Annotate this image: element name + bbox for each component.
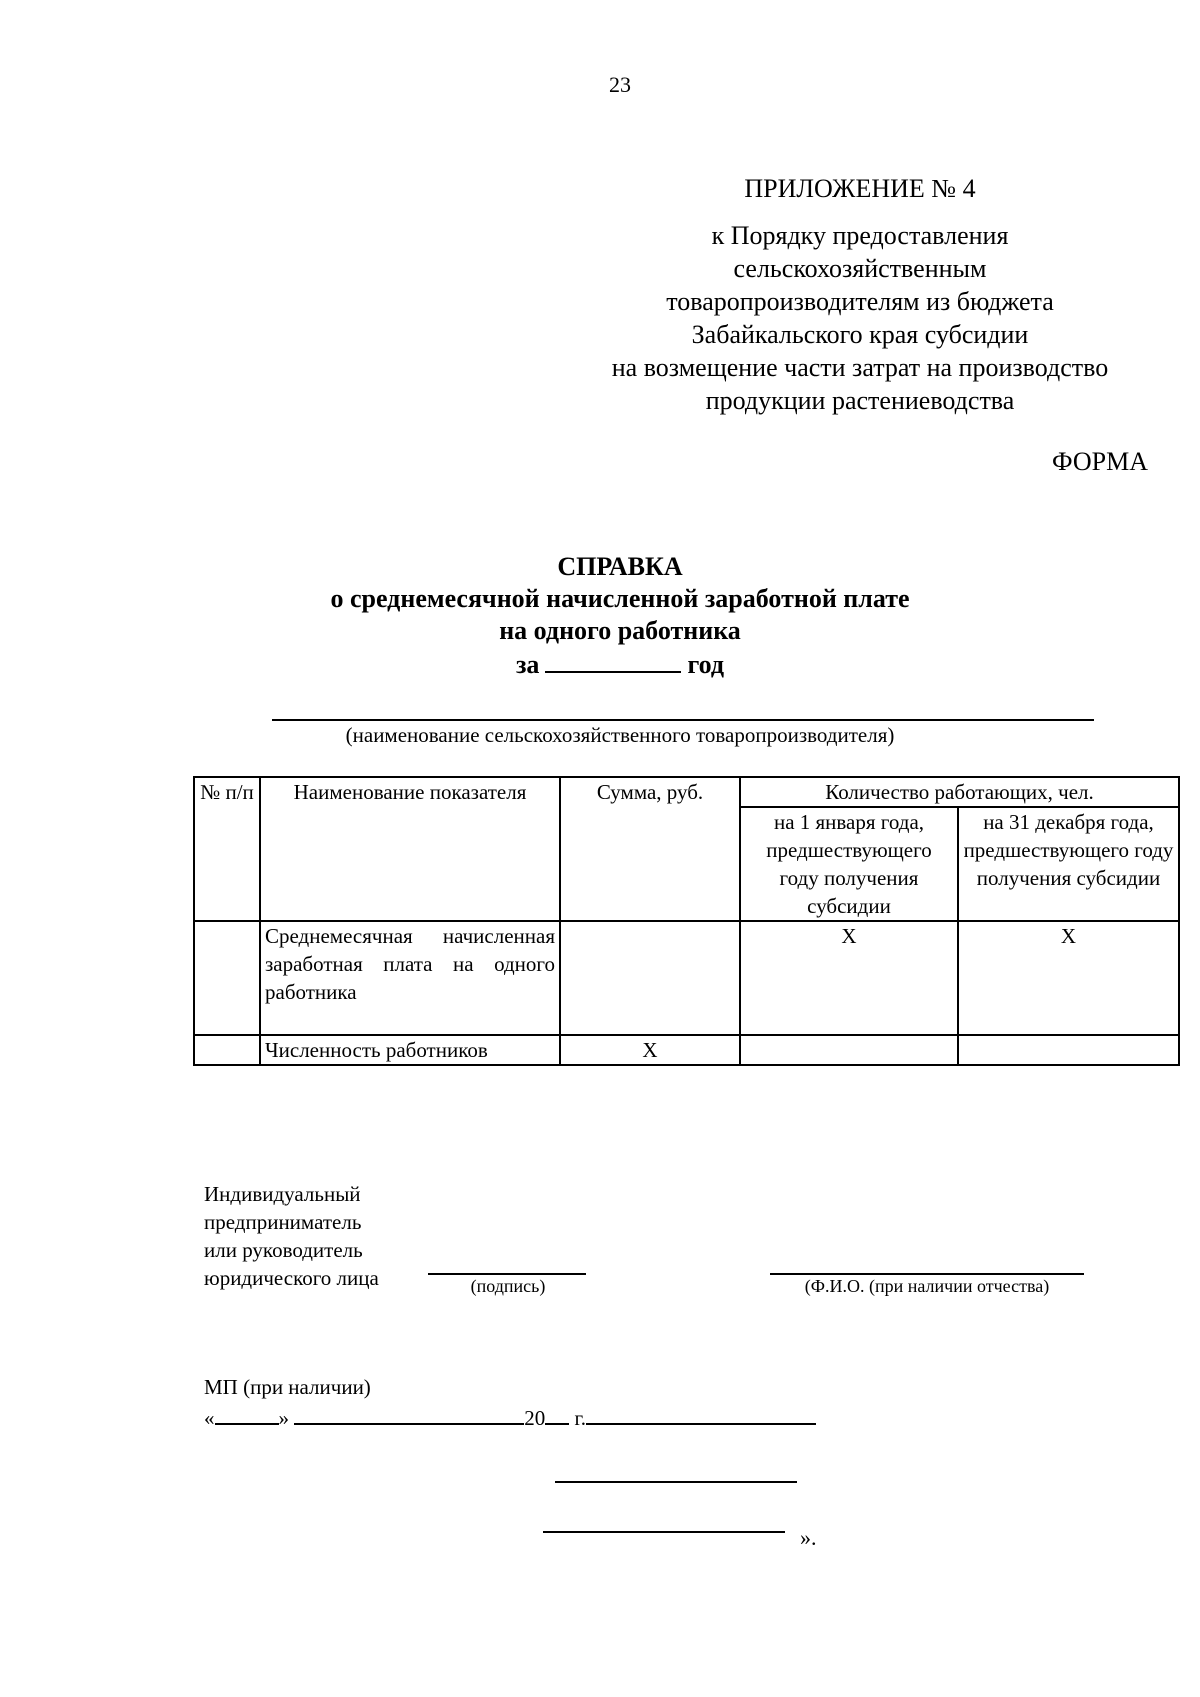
row-indicator-cell — [260, 921, 560, 1035]
header-number: № п/п — [194, 777, 260, 921]
date-line — [204, 1401, 816, 1432]
row-jan-cell: Х — [740, 921, 958, 1035]
closing-line[interactable] — [555, 1481, 797, 1483]
signer-line: юридического лица — [204, 1266, 379, 1290]
date-month-field[interactable] — [294, 1401, 524, 1425]
name-caption: (Ф.И.О. (при наличии отчества) — [804, 1276, 1050, 1296]
row-jan-cell[interactable] — [740, 1035, 958, 1065]
annex-line: на возмещение части затрат на производство — [611, 353, 1109, 382]
header-dec: на 31 декабря года, предшествующего году получения субсидии — [958, 807, 1179, 921]
year-field[interactable] — [545, 647, 681, 673]
organization-name-field[interactable] — [272, 719, 1094, 721]
signer-line: Индивидуальный — [204, 1182, 361, 1206]
date-day-field[interactable] — [215, 1401, 279, 1425]
form-label: ФОРМА — [1052, 447, 1148, 476]
salary-table — [193, 776, 1180, 1066]
signature-field[interactable] — [428, 1273, 586, 1275]
closing-line[interactable] — [543, 1531, 785, 1533]
signature-caption: (подпись) — [470, 1276, 546, 1296]
document-title — [0, 551, 1200, 681]
signer-line: предприниматель — [204, 1210, 362, 1234]
header-amount: Сумма, руб. — [560, 777, 740, 921]
signer-line: или руководитель — [204, 1238, 363, 1262]
title-main: СПРАВКА — [557, 552, 683, 581]
year-suffix: год — [687, 650, 724, 679]
organization-caption: (наименование сельскохозяйственного товаропроизводителя) — [345, 723, 895, 747]
annex-line: товаропроизводителям из бюджета — [666, 287, 1054, 316]
stamp-block — [204, 1373, 816, 1432]
date-extra-field[interactable] — [586, 1401, 816, 1425]
header-jan: на 1 января года, предшествующего году получения субсидии — [740, 807, 958, 921]
row-indicator-text: Среднемесячная начисленная заработная плата на одного работника — [265, 924, 555, 1004]
title-subtitle: на одного работника — [499, 616, 741, 645]
row-indicator-cell: Численность работников — [260, 1035, 560, 1065]
date-open-quote: « — [204, 1406, 215, 1430]
date-year-field[interactable] — [545, 1401, 569, 1425]
header-indicator: Наименование показателя — [260, 777, 560, 921]
row-dec-cell: Х — [958, 921, 1179, 1035]
table-header-row — [194, 777, 1179, 807]
table-row — [194, 921, 1179, 1035]
annex-description — [560, 219, 1160, 417]
name-field[interactable] — [770, 1273, 1084, 1275]
annex-line: сельскохозяйственным — [733, 254, 987, 283]
date-close-quote: » — [278, 1406, 289, 1430]
row-number-cell[interactable] — [194, 921, 260, 1035]
annex-line: Забайкальского края субсидии — [691, 320, 1029, 349]
annex-line: продукции растениеводства — [705, 386, 1015, 415]
closing-mark: ». — [800, 1525, 817, 1550]
date-year-prefix: 20 — [524, 1406, 546, 1430]
annex-line: к Порядку предоставления — [711, 221, 1009, 250]
title-subtitle: о среднемесячной начисленной заработной плате — [330, 584, 910, 613]
year-prefix: за — [515, 650, 540, 679]
annex-title: ПРИЛОЖЕНИЕ № 4 — [744, 174, 976, 203]
row-dec-cell[interactable] — [958, 1035, 1179, 1065]
page-number: 23 — [609, 72, 631, 97]
stamp-label: МП (при наличии) — [204, 1375, 371, 1399]
row-amount-cell: Х — [560, 1035, 740, 1065]
row-amount-cell[interactable] — [560, 921, 740, 1035]
header-count-group: Количество работающих, чел. — [740, 777, 1179, 807]
row-number-cell[interactable] — [194, 1035, 260, 1065]
title-year-line — [0, 647, 1200, 681]
table-row — [194, 1035, 1179, 1065]
date-year-suffix: г. — [574, 1406, 586, 1430]
signer-label — [204, 1180, 379, 1292]
